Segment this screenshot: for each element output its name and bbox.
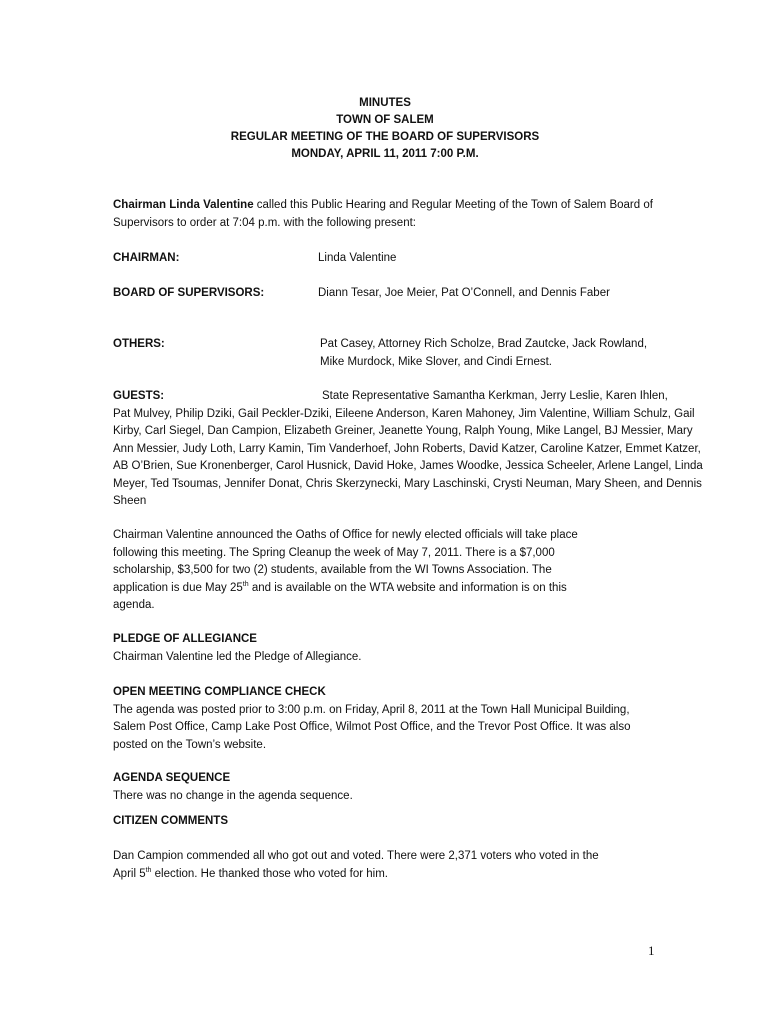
- guests-list: Pat Mulvey, Philip Dziki, Gail Peckler-Dziki, Eileene Anderson, Karen Mahoney, Jim Valentine, William Schulz, Gail Kirby, Carl Siegel, Dan Campion, Elizabeth Greiner, Jeanette Young, Ralph Young, Mike Langel, BJ Messier, Mary Ann Messier, Judy Loth, Larry Kamin, Tim Vanderhoef, John Roberts, David Katzer, Caroline Katzer, Emmet Katzer, AB O’Brien, Sue Kronenberger, Carol Husnick, David Hoke, James Woodke, Jessica Scheeler, Arlene Langel, Linda Meyer, Ted Tsoumas, Jennifer Donat, Chris Skerzynecki, Mary Laschinski, Crysti Neuman, Mary Sheen, and Dennis Sheen: [113, 407, 703, 507]
- header-town: TOWN OF SALEM: [336, 114, 434, 126]
- chairman-label: CHAIRMAN:: [113, 252, 180, 264]
- header-meeting: REGULAR MEETING OF THE BOARD OF SUPERVISORS: [230, 131, 540, 143]
- compliance-line: Salem Post Office, Camp Lake Post Office, Wilmot Post Office, and the Trevor Post Office. It was also: [113, 721, 631, 733]
- superscript-th: th: [242, 580, 249, 588]
- citizen-line: [113, 866, 713, 884]
- intro-text: called this Public Hearing and Regular Meeting of the Town of Salem Board of Supervisors to order at 7:04 p.m. with the following present:: [113, 199, 653, 229]
- pledge-text: Chairman Valentine led the Pledge of Allegiance.: [113, 650, 362, 663]
- citizen-text: election. He thanked those who voted for him.: [151, 867, 388, 880]
- guests-label: GUESTS:: [113, 390, 165, 402]
- header-date: MONDAY, APRIL 11, 2011 7:00 P.M.: [291, 148, 479, 160]
- others-line-1: Pat Casey, Attorney Rich Scholze, Brad Zautcke, Jack Rowland,: [320, 338, 648, 350]
- announcement-line: agenda.: [113, 599, 155, 611]
- board-value: Diann Tesar, Joe Meier, Pat O’Connell, and Dennis Faber: [318, 287, 610, 299]
- citizen-heading: CITIZEN COMMENTS: [113, 815, 228, 827]
- superscript-th: th: [145, 866, 152, 874]
- compliance-heading: OPEN MEETING COMPLIANCE CHECK: [113, 686, 326, 698]
- announcement-text: and is available on the WTA website and information is on this: [248, 581, 567, 594]
- announcement-paragraph: [113, 527, 713, 615]
- announcement-line: Chairman Valentine announced the Oaths of Office for newly elected officials will take place: [113, 529, 578, 541]
- agenda-text: There was no change in the agenda sequence.: [113, 789, 353, 802]
- agenda-section: [113, 770, 713, 805]
- announcement-line: following this meeting. The Spring Cleanup the week of May 7, 2011. There is a $7,000: [113, 546, 555, 559]
- compliance-line: posted on the Town’s website.: [113, 738, 267, 751]
- citizen-heading-block: [113, 813, 713, 831]
- citizen-text: April 5: [113, 867, 146, 880]
- document-header: [0, 95, 770, 163]
- intro-paragraph: [113, 197, 713, 232]
- compliance-section: [113, 684, 713, 754]
- announcement-text: application is due May 25: [113, 581, 243, 594]
- others-line-2: Mike Murdock, Mike Slover, and Cindi Ernest.: [320, 355, 553, 368]
- pledge-heading: PLEDGE OF ALLEGIANCE: [113, 633, 257, 645]
- agenda-heading: AGENDA SEQUENCE: [113, 772, 231, 784]
- chairman-value: Linda Valentine: [318, 252, 397, 264]
- page-number: 1: [648, 943, 655, 958]
- citizen-line: Dan Campion commended all who got out and voted. There were 2,371 voters who voted in the: [113, 850, 599, 862]
- guests-first-line: State Representative Samantha Kerkman, Jerry Leslie, Karen Ihlen,: [322, 390, 668, 402]
- board-label: BOARD OF SUPERVISORS:: [113, 287, 265, 299]
- announcement-line: scholarship, $3,500 for two (2) students, available from the WI Towns Association. The: [113, 564, 552, 576]
- header-title: MINUTES: [359, 97, 411, 109]
- announcement-line: [113, 580, 713, 598]
- citizen-comments: [113, 848, 713, 883]
- others-label: OTHERS:: [113, 338, 165, 350]
- pledge-section: [113, 631, 713, 666]
- compliance-line: The agenda was posted prior to 3:00 p.m. on Friday, April 8, 2011 at the Town Hall Municipal Building,: [113, 703, 630, 716]
- intro-chairman: Chairman Linda Valentine: [113, 199, 254, 211]
